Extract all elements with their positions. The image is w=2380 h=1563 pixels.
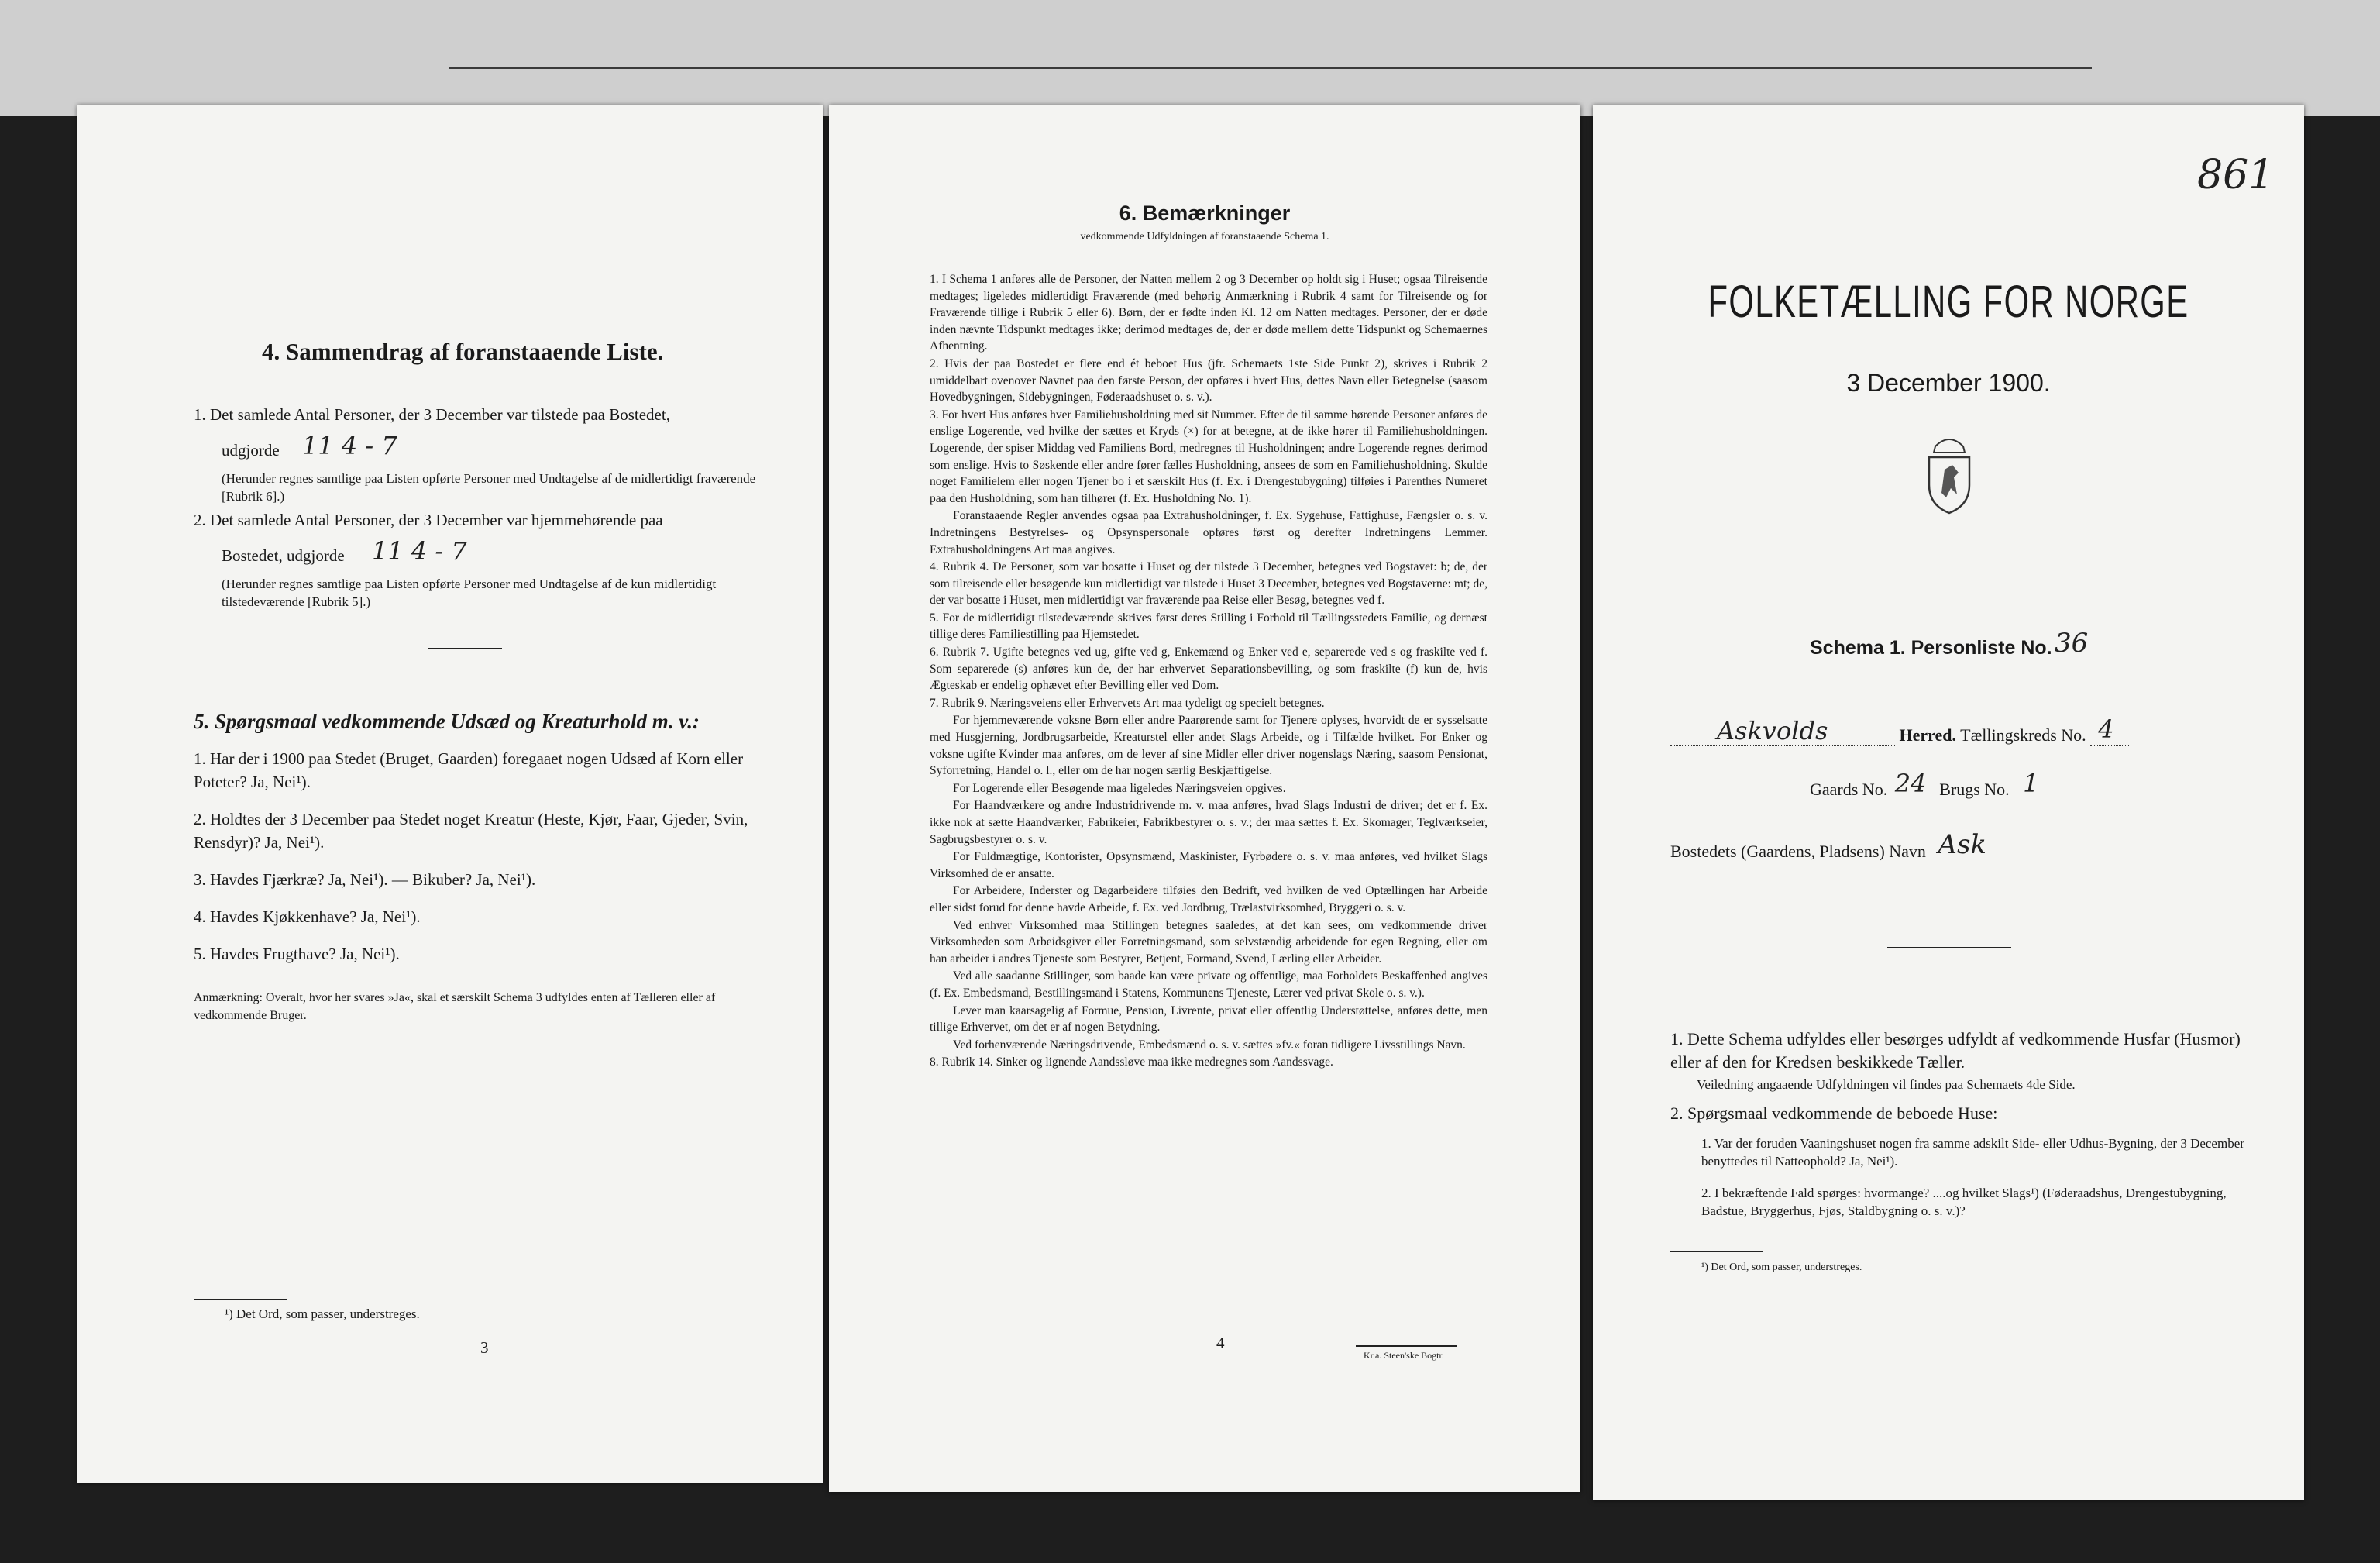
s5-item: 5. Havdes Frugthave? Ja, Nei¹). (194, 945, 400, 963)
remark-paragraph: Ved enhver Virksomhed maa Stillingen betegnes saaledes, at det kan sees, om vedkommende driver Virksomheden som Arbeidsgiver eller Forretningsmand, som selvstændig arbeidende for egen Regning, eller om han arbeider i andres Tjeneste som Bestyrer, Betjent, Formand, Svend, Lærling eller Arbeider. (930, 918, 1488, 966)
house-question: 1. Var der foruden Vaaningshuset nogen fra samme adskilt Side- eller Udhus-Bygning, der 3 December benyttedes til Natteophold? Ja, Nei¹). (1701, 1136, 2244, 1169)
gaards-line (1810, 769, 2244, 800)
remark-paragraph: For Haandværkere og andre Industridrivende m. v. maa anføres, hvad Slags Industri de driver; det er f. Ex. ikke nok at sætte Haandværker, Fabrikeier, Fabrikbestyrer o. s. v.; der maa sættes f. Ex. Skomager, Teglværkseier, Sagbrugsbestyrer o. s. v. (930, 799, 1488, 846)
remarks-body (930, 271, 1488, 1072)
remark-paragraph: For Fuldmægtige, Kontorister, Opsynsmænd, Maskinister, Fyrbødere o. s. v. maa anføres, ved hvilket Slags Virksomhed de er ansatte. (930, 850, 1488, 880)
divider (428, 648, 502, 649)
remark-paragraph: 5. For de midlertidigt tilstedeværende skrives først deres Stilling i Forhold til Tællingsstedets Familie, og dernæst tillige deres Familiestilling paa Hjemstedet. (930, 611, 1488, 642)
gaards-label: Gaards No. (1810, 780, 1888, 799)
personliste-number: 36 (2055, 628, 2089, 659)
remark-paragraph: Lever man kaarsagelig af Formue, Pension, Livrente, privat eller offentlig Understøttelse, anføres dette, men tillige Erhvervet, om det er af nogen Betydning. (930, 1004, 1488, 1035)
footnote: ¹) Det Ord, som passer, understreges. (225, 1307, 420, 1321)
house-question: 2. I bekræftende Fald spørges: hvormange? ....og hvilket Slags¹) (Føderaadshus, Drengestubygning, Badstue, Bryggerhus, Fjøs, Staldbygning o. s. v.)? (1701, 1186, 2227, 1218)
kreds-label: Tællingskreds No. (1960, 725, 2086, 745)
remark-paragraph: 4. Rubrik 4. De Personer, som var bosatte i Huset og der tilstede 3 December, betegnes ved Bogstavet: b; de, der som tilreisende eller besøgende kun midlertidigt var tilstede i Huset 3 December, betegnes ved Bogstaverne: mt; de, der var bosatte i Huset, men midlertidigt var fraværende paa Reise eller Besøg, betegnes ved f. (930, 560, 1488, 608)
q1-handwritten-value: 11 4 - 7 (302, 431, 397, 460)
q2-handwritten-value: 11 4 - 7 (372, 536, 467, 566)
q1-lead: udgjorde (222, 441, 280, 460)
instruction-2-list (1701, 1134, 2267, 1220)
page-4 (829, 105, 1580, 1492)
bosted-label: Bostedets (Gaardens, Pladsens) Navn (1670, 842, 1926, 861)
remark-paragraph: 7. Rubrik 9. Næringsveiens eller Erhvervets Art maa tydeligt og specielt betegnes. (930, 696, 1325, 710)
kreds-value: 4 (2098, 714, 2114, 744)
footnote: ¹) Det Ord, som passer, understreges. (1701, 1262, 1862, 1273)
q2-lead: Bostedet, udgjorde (222, 546, 345, 565)
remark-paragraph: For Logerende eller Besøgende maa ligeledes Næringsveien opgives. (953, 781, 1286, 795)
s5-item: 3. Havdes Fjærkræ? Ja, Nei¹). — Bikuber? Ja, Nei¹). (194, 870, 536, 889)
archive-number: 861 (2197, 152, 2275, 198)
ornament-rule (1887, 947, 2011, 948)
bosted-value: Ask (1938, 829, 1987, 860)
remark-paragraph: 2. Hvis der paa Bostedet er flere end ét beboet Hus (jfr. Schemaets 1ste Side Punkt 2), skrives i Rubrik 2 umiddelbart ovenover Navnet paa den første Person, der opføres i hvert Hus, dettes Navn eller Betegnelse (saasom Hovedbygningen, Sidebygningen, Føderaadshuset o. s. v.). (930, 356, 1488, 405)
remarks-subtitle: vedkommende Udfyldningen af foranstaaende Schema 1. (1080, 231, 1329, 243)
brugs-label: Brugs No. (1939, 780, 2010, 799)
q1-note: (Herunder regnes samtlige paa Listen opførte Personer med Undtagelse af de midlertidigt fraværende [Rubrik 6].) (222, 471, 756, 504)
herred-line (1670, 714, 2259, 746)
instruction-1: 1. Dette Schema udfyldes eller besørges udfyldt af vedkommende Husfar (Husmor) eller af den for Kredsen beskikkede Tæller. (1670, 1029, 2241, 1072)
s5-item: 4. Havdes Kjøkkenhave? Ja, Nei¹). (194, 907, 421, 926)
s5-item: 1. Har der i 1900 paa Stedet (Bruget, Gaarden) foregaaet nogen Udsæd af Korn eller Poteter? Ja, Nei¹). (194, 749, 744, 791)
remark-paragraph: For Arbeidere, Inderster og Dagarbeidere tilføies den Bedrift, ved hvilken de ved Optællingen har Arbeide eller sidst forud for denne havde Arbeide, f. Ex. ved Jordbrug, Trælastvirksomhed, Bryggeri o. s. v. (930, 884, 1488, 914)
remark-paragraph: Foranstaaende Regler anvendes ogsaa paa Extrahusholdninger, f. Ex. Sygehuse, Fattighuse, Fængsler o. s. v. Indretningens Bestyrelses- og Opsynspersonale opføres først og derefter Indretningens Lemmer. Extrahusholdningens Art maa angives. (930, 509, 1488, 556)
herred-value: Askvolds (1717, 716, 1828, 745)
page-number: 4 (1216, 1334, 1225, 1352)
footnote-rule (1670, 1251, 1763, 1252)
background-strip (0, 0, 2380, 116)
printer-rule (1356, 1345, 1457, 1347)
remark-paragraph: Ved alle saadanne Stillinger, som baade kan være private og offentlige, maa Forholdets Beskaffenhed angives (f. Ex. Embedsmand, Bestillingsmand i Statens, Kommunens Tjeneste, Lærer ved privat Skole o. s. v.). (930, 969, 1488, 1000)
gaards-value: 24 (1894, 769, 1927, 798)
page-3 (77, 105, 823, 1483)
remark-paragraph: 3. For hvert Hus anføres hver Familiehusholdning med sit Nummer. Efter de til samme hørende Personer anføres de enslige Logerende, ved hvilke der sættes et Kryds (×) for at betegne, at de ikke hører til Familiehusholdningen. Logerende, der spiser Middag ved Familiens Bord, medregnes til Husholdningen; andre Logerende regnes derimod som enslige. Hvis to Søskende eller andre fører fælles Husholdning, ansees de som en Familiehusholdning. Skulde noget Familielem eller nogen Tjener bo i et særskilt Hus (f. Ex. i Drengestubygning) tilføies i Parenthes Numeret paa den Husholdning, som han tilhører (f. Ex. Husholdning No. 1). (930, 408, 1488, 505)
census-title: FOLKETÆLLING FOR NORGE (1708, 277, 2189, 327)
q2-note: (Herunder regnes samtlige paa Listen opførte Personer med Undtagelse af de kun midlertidigt tilstedeværende [Rubrik 5].) (222, 577, 717, 609)
remark-paragraph: 1. I Schema 1 anføres alle de Personer, der Natten mellem 2 og 3 December op holdt sig i Huset; ogsaa Tilreisende medtages; ligeledes midlertidigt Fraværende (med behørig Anmærkning i Rubrik 4 samt for Tilreisende og for Fraværende tillige i Rubrik 5 eller 6). Børn, der er fødte inden Kl. 12 om Natten medtages. Personer, der er døde inden nævnte Tidspunkt medtages ikke; derimod medtages de, der er døde mellem dette Tidspunkt og Schemaernes Afhentning. (930, 273, 1488, 353)
ruler-line (449, 67, 2092, 69)
section-5-title: 5. Spørgsmaal vedkommende Udsæd og Kreaturhold m. v.: (194, 710, 700, 733)
brugs-value: 1 (2023, 769, 2039, 798)
herred-label: Herred. (1899, 725, 1957, 745)
footnote-rule (194, 1299, 287, 1300)
q2-text: 2. Det samlede Antal Personer, der 3 December var hjemmehørende paa (194, 511, 663, 529)
coat-of-arms-icon (1918, 431, 1980, 516)
remark-paragraph: 6. Rubrik 7. Ugifte betegnes ved ug, gifte ved g, Enkemænd og Enker ved e, separerede ved s og fraskilte ved f. Som separerede (s) anføres kun de, der har erhvervet Separationsbevilling, og som fraskilte (f) kun de, hvis Ægteskab er endelig ophævet efter Bevilling eller ved Dom. (930, 646, 1488, 693)
schema-label: Schema 1. Personliste No. (1810, 637, 2052, 659)
remarks-title: 6. Bemærkninger (1119, 201, 1291, 225)
remark-paragraph: 8. Rubrik 14. Sinker og lignende Aandssløve maa ikke medregnes som Aandssvage. (930, 1055, 1333, 1069)
q1-text: 1. Det samlede Antal Personer, der 3 December var tilstede paa Bostedet, (194, 405, 670, 424)
section-4-title: 4. Sammendrag af foranstaaende Liste. (262, 338, 664, 365)
remark-paragraph: For hjemmeværende voksne Børn eller andre Paarørende samt for Tjenere oplyses, hvorvidt de er sysselsatte med Husgjerning, Jordbrugsarbeide, Kreaturstel eller andet Slags Arbeide, og i Tilfælde hvilket. For Enker og voksne ugifte Kvinder maa anføres, om de lever af sine Midler eller driver nogenslags Næring, saasom Pensionat, Syforretning, Handel o. l., eller om de har nogen særlig Beskjæftigelse. (930, 714, 1488, 778)
page-number: 3 (480, 1338, 489, 1357)
instruction-2: 2. Spørgsmaal vedkommende de beboede Huse: (1670, 1103, 1998, 1123)
bosted-line (1670, 829, 2259, 862)
instruction-1-note: Veiledning angaaende Udfyldningen vil findes paa Schemaets 4de Side. (1697, 1077, 2076, 1092)
printer-imprint: Kr.a. Steen'ske Bogtr. (1364, 1350, 1444, 1361)
section-5-list (194, 747, 751, 979)
anmaerkning: Anmærkning: Overalt, hvor her svares »Ja«, skal et særskilt Schema 3 udfyldes enten af Tælleren eller af vedkommende Bruger. (194, 991, 716, 1022)
page-1 (1593, 105, 2304, 1500)
remark-paragraph: Ved forhenværende Næringsdrivende, Embedsmænd o. s. v. sættes »fv.« foran tidligere Livsstillings Navn. (953, 1038, 1466, 1052)
census-date: 3 December 1900. (1846, 369, 2051, 397)
s5-item: 2. Holdtes der 3 December paa Stedet noget Kreatur (Heste, Kjør, Faar, Gjeder, Svin, Rensdyr)? Ja, Nei¹). (194, 810, 748, 852)
